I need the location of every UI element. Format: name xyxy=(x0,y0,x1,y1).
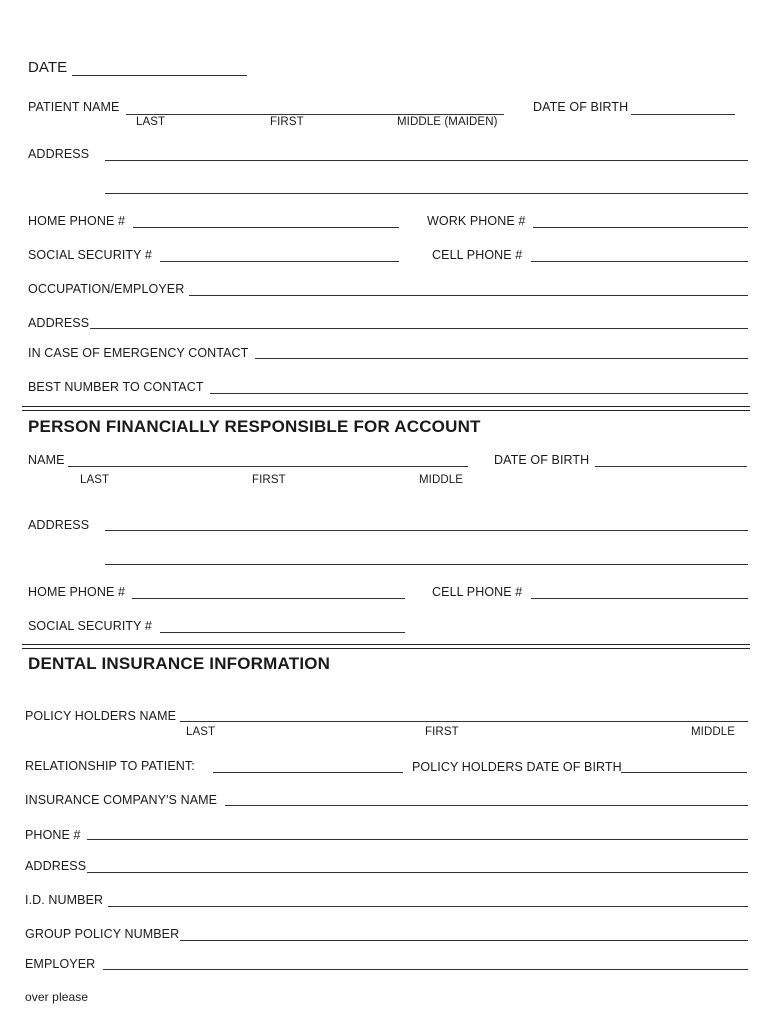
policy-holder-dob-label: POLICY HOLDERS DATE OF BIRTH xyxy=(412,760,622,774)
insurance-company-field[interactable] xyxy=(225,790,748,806)
patient-address-label: ADDRESS xyxy=(28,147,90,161)
patient-home-phone-label: HOME PHONE # xyxy=(28,214,126,228)
responsible-name-last-caption: LAST xyxy=(80,474,110,486)
group-policy-field[interactable] xyxy=(180,925,748,941)
responsible-ssn-field[interactable] xyxy=(160,617,405,633)
patient-name-first-caption: FIRST xyxy=(270,116,304,128)
patient-ssn-field[interactable] xyxy=(160,246,399,262)
id-number-field[interactable] xyxy=(108,891,748,907)
responsible-home-phone-label: HOME PHONE # xyxy=(28,585,126,599)
patient-name-last-caption: LAST xyxy=(136,116,166,128)
patient-address-line1[interactable] xyxy=(105,145,748,161)
emergency-contact-field[interactable] xyxy=(255,343,748,359)
patient-cell-phone-label: CELL PHONE # xyxy=(432,248,523,262)
best-number-label: BEST NUMBER TO CONTACT xyxy=(28,380,204,394)
emergency-contact-label: IN CASE OF EMERGENCY CONTACT xyxy=(28,346,249,360)
date-label: DATE xyxy=(28,59,68,76)
responsible-dob-label: DATE OF BIRTH xyxy=(494,453,590,467)
over-please-note: over please xyxy=(25,990,89,1004)
section-divider xyxy=(22,410,750,411)
section-divider xyxy=(22,406,750,407)
responsible-cell-phone-label: CELL PHONE # xyxy=(432,585,523,599)
insurance-section-heading: DENTAL INSURANCE INFORMATION xyxy=(28,654,331,673)
patient-address-line2[interactable] xyxy=(105,178,748,194)
insurance-employer-field[interactable] xyxy=(103,954,748,970)
patient-dob-label: DATE OF BIRTH xyxy=(533,100,629,114)
responsible-address-line1[interactable] xyxy=(105,515,748,531)
patient-home-phone-field[interactable] xyxy=(133,212,399,228)
responsible-address-line2[interactable] xyxy=(105,549,748,565)
responsible-home-phone-field[interactable] xyxy=(132,583,405,599)
patient-name-field[interactable] xyxy=(126,99,504,115)
responsible-section-heading: PERSON FINANCIALLY RESPONSIBLE FOR ACCOUNT xyxy=(28,417,481,436)
employer-address-field[interactable] xyxy=(90,313,748,329)
patient-work-phone-label: WORK PHONE # xyxy=(427,214,526,228)
section-divider xyxy=(22,648,750,649)
responsible-ssn-label: SOCIAL SECURITY # xyxy=(28,619,152,633)
insurance-address-field[interactable] xyxy=(87,857,748,873)
patient-cell-phone-field[interactable] xyxy=(531,246,748,262)
patient-ssn-label: SOCIAL SECURITY # xyxy=(28,248,152,262)
employer-address-label: ADDRESS xyxy=(28,316,90,330)
policy-holder-name-label: POLICY HOLDERS NAME xyxy=(25,709,177,723)
occupation-label: OCCUPATION/EMPLOYER xyxy=(28,282,185,296)
responsible-name-field[interactable] xyxy=(68,451,468,467)
date-field[interactable] xyxy=(72,60,247,76)
patient-name-label: PATIENT NAME xyxy=(28,100,120,114)
policy-holder-name-field[interactable] xyxy=(180,706,748,722)
relationship-label: RELATIONSHIP TO PATIENT: xyxy=(25,759,195,773)
responsible-cell-phone-field[interactable] xyxy=(531,583,748,599)
best-number-field[interactable] xyxy=(210,378,748,394)
policy-holder-middle-caption: MIDDLE xyxy=(691,726,736,738)
insurance-phone-field[interactable] xyxy=(87,824,748,840)
policy-holder-dob-field[interactable] xyxy=(621,757,747,773)
responsible-name-first-caption: FIRST xyxy=(252,474,286,486)
patient-dob-field[interactable] xyxy=(631,99,735,115)
policy-holder-last-caption: LAST xyxy=(186,726,216,738)
relationship-field[interactable] xyxy=(213,757,403,773)
responsible-address-label: ADDRESS xyxy=(28,518,90,532)
policy-holder-first-caption: FIRST xyxy=(425,726,459,738)
group-policy-label: GROUP POLICY NUMBER xyxy=(25,927,180,941)
insurance-company-label: INSURANCE COMPANY'S NAME xyxy=(25,793,218,807)
occupation-field[interactable] xyxy=(189,280,748,296)
patient-name-middle-caption: MIDDLE (MAIDEN) xyxy=(397,116,498,128)
responsible-name-label: NAME xyxy=(28,453,65,467)
patient-work-phone-field[interactable] xyxy=(533,212,748,228)
insurance-address-label: ADDRESS xyxy=(25,859,87,873)
insurance-phone-label: PHONE # xyxy=(25,828,81,842)
responsible-name-middle-caption: MIDDLE xyxy=(419,474,464,486)
section-divider xyxy=(22,644,750,645)
responsible-dob-field[interactable] xyxy=(595,451,747,467)
insurance-employer-label: EMPLOYER xyxy=(25,957,96,971)
id-number-label: I.D. NUMBER xyxy=(25,893,104,907)
